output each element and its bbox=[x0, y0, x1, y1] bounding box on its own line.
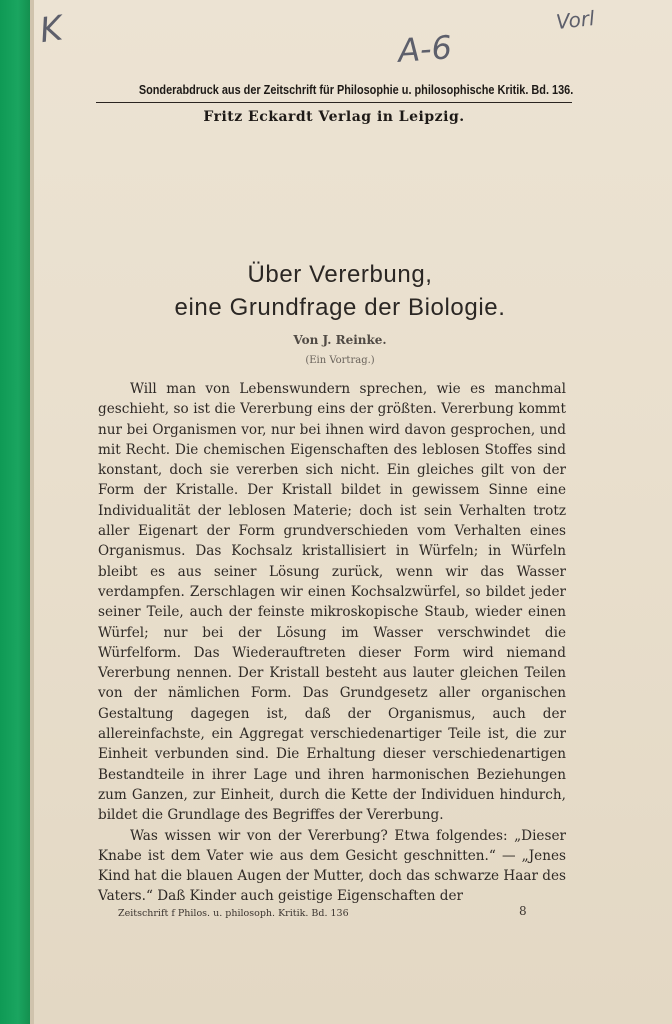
body-paragraph-2: Was wissen wir von der Vererbung? Etwa folgendes: „Dieser Knabe ist dem Vater wie aus dem Gesicht geschnitten.“ — „Jenes Kind hat die blauen Augen der Mutter, doch das schwarze Haar des Vaters.“ Daß Kinder auch geistige Eigenschaften der bbox=[98, 827, 567, 905]
author-byline: Von J. Reinke. bbox=[293, 333, 387, 347]
spine-edge bbox=[30, 0, 34, 1024]
handwritten-note-top-right: Vorl bbox=[554, 6, 596, 34]
handwritten-note-top-center: A-6 bbox=[396, 28, 454, 70]
journal-footer: Zeitschrift f Philos. u. philosoph. Kritik. Bd. 136 bbox=[118, 908, 349, 919]
handwritten-note-top-left: K bbox=[37, 8, 63, 52]
offprint-line: Sonderabdruck aus der Zeitschrift für Philosophie u. philosophische Kritik. Bd. 136. bbox=[138, 82, 574, 97]
header-rule bbox=[96, 102, 572, 103]
lecture-note: (Ein Vortrag.) bbox=[305, 355, 375, 366]
article-body bbox=[98, 379, 566, 907]
title-line-1: Über Vererbung, bbox=[247, 261, 433, 288]
green-spine-strip bbox=[0, 0, 30, 1024]
title-line-2: eine Grundfrage der Biologie. bbox=[174, 294, 506, 321]
article-title bbox=[80, 258, 600, 324]
body-paragraph-1: Will man von Lebenswundern sprechen, wie es manchmal geschieht, so ist die Vererbung eins der größten. Vererbung kommt nur bei Organismen vor, nur bei ihnen wird davon gesprochen, und mit Recht. Die chemischen Eigenschaften des leblosen Stoffes sind konstant, doch sie vererben sich nicht. Ein gleiches gilt von der Form der Kristalle. Der Kristall bildet in gewissem Sinne eine Individualität der leblosen Materie; doch ist sein Verhalten trotz aller Eigenart der Form grundverschieden vom Verhalten eines Organismus. Das Kochsalz kristallisiert in Würfeln; in Würfeln bleibt es aus seiner Lösung zurück, wenn wir das Wasser verdampfen. Zerschlagen wir einen Kochsalzwürfel, so bildet jeder seiner Teile, auch der feinste mikroskopische Staub, wieder einen Würfel; nur bei der Lösung im Wasser verschwindet die Würfelform. Das Wiederauftreten dieser Form wird niemand Vererbung nennen. Der Kristall besteht aus lauter gleichen Teilen von der nämlichen Form. Das Grundgesetz aller organischen Gestaltung dagegen ist, daß der Organismus, auch der allereinfachste, ein Aggregat verschiedenartiger Teile ist, die zur Einheit verbunden sind. Die Erhaltung dieser verschiedenartigen Bestandteile in ihrer Lage und ihren harmonischen Beziehungen zum Ganzen, zur Einheit, durch die Kette der Individuen hindurch, bildet die Grundlage des Begriffes der Vererbung. bbox=[98, 381, 566, 824]
offprint-header bbox=[96, 82, 572, 125]
publisher-line: Fritz Eckardt Verlag in Leipzig. bbox=[203, 109, 465, 125]
signature-mark: 8 bbox=[519, 904, 527, 918]
